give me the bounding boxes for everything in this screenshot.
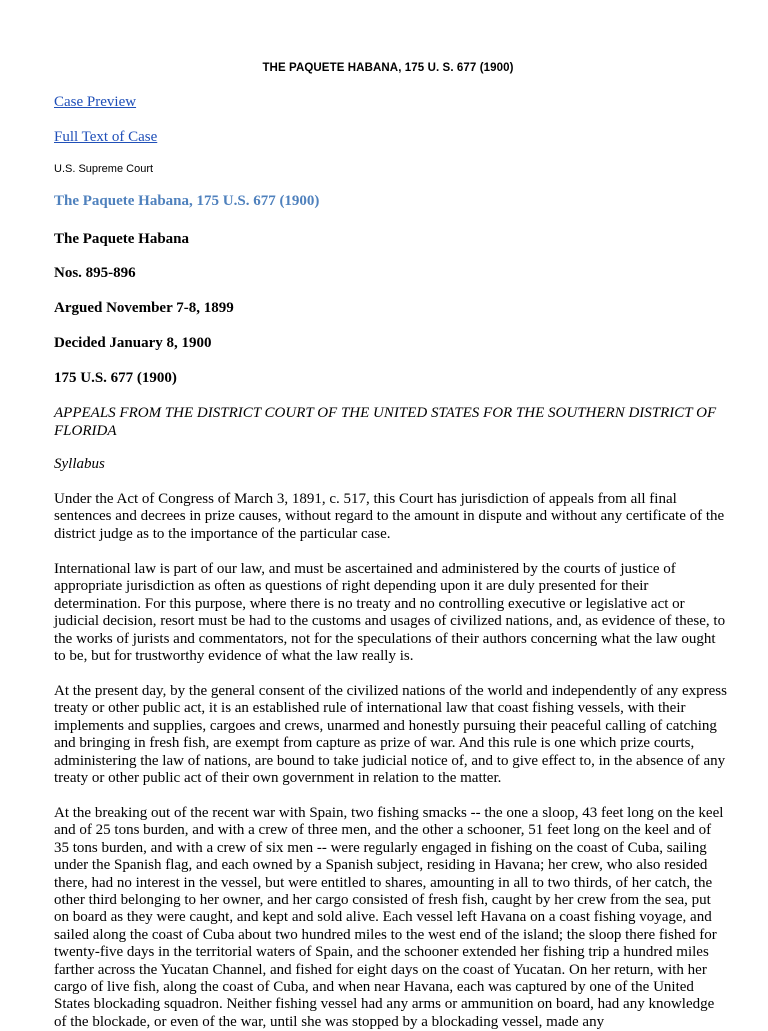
full-text-link[interactable]: Full Text of Case xyxy=(54,129,158,145)
paragraph: Under the Act of Congress of March 3, 1891, c. 517, this Court has jurisdiction of appeals from all final sentences and decrees in prize causes, without regard to the amount in dispute and without any certificate of the district judge as to the importance of the particular case. xyxy=(54,491,725,542)
syllabus-label: Syllabus xyxy=(54,456,105,472)
case-heading: The Paquete Habana, 175 U.S. 677 (1900) xyxy=(54,193,320,209)
court-name: U.S. Supreme Court xyxy=(54,163,154,175)
paragraph: International law is part of our law, and must be ascertained and administered by the courts of justice of appropriate jurisdiction as often as questions of right depending upon it are duly presented for their determination. For this purpose, where there is no treaty and no controlling executive or legislative act or judicial decision, resort must be had to the customs and usages of civilized nations, and, as evidence of these, to the works of jurists and commentators, not for the speculations of their authors concerning what the law ought to be, but for trustworthy evidence of what the law really is. xyxy=(54,561,726,665)
case-name: The Paquete Habana xyxy=(54,231,190,247)
decided-date: Decided January 8, 1900 xyxy=(54,335,212,351)
appeals-caption: APPEALS FROM THE DISTRICT COURT OF THE UNITED STATES FOR THE SOUTHERN DISTRICT OF FLORIDA xyxy=(54,405,717,439)
document-title: THE PAQUETE HABANA, 175 U. S. 677 (1900) xyxy=(262,62,514,74)
citation: 175 U.S. 677 (1900) xyxy=(54,370,177,386)
paragraph: At the present day, by the general consent of the civilized nations of the world and independently of any express treaty or other public act, it is an established rule of international law that coast fishing vessels, with their implements and supplies, cargoes and crews, unarmed and honestly pursuing their peaceful calling of catching and bringing in fresh fish, are exempt from capture as prize of war. And this rule is one which prize courts, administering the law of nations, are bound to take judicial notice of, and to give effect to, in the absence of any treaty or other public act of their own government in relation to the matter. xyxy=(54,683,727,787)
argued-date: Argued November 7-8, 1899 xyxy=(54,300,234,316)
case-preview-link[interactable]: Case Preview xyxy=(54,94,137,110)
paragraph: At the breaking out of the recent war with Spain, two fishing smacks -- the one a sloop, 43 feet long on the keel and of 25 tons burden, and with a crew of three men, and the other a schooner, 51 feet long on the keel and of 35 tons burden, and with a crew of six men -- were regularly engaged in fishing on the coast of Cuba, sailing under the Spanish flag, and each owned by a Spanish subject, residing in Havana; her crew, who also resided there, had no interest in the vessel, but were entitled to shares, amounting in all to two thirds, of her catch, the other third belonging to her owner, and her cargo consisted of fresh fish, caught by her crew from the sea, put on board as they were caught, and kept and sold alive. Each vessel left Havana on a coast fishing voyage, and sailed along the coast of Cuba about two hundred miles to the west end of the island; the sloop there fished for twenty-five days in the territorial waters of Spain, and the schooner extended her fishing trip a hundred miles farther across the Yucatan Channel, and fished for eight days on the coast of Yucatan. On her return, with her cargo of live fish, along the coast of Cuba, and when near Havana, each was captured by one of the United States blockading squadron. Neither fishing vessel had any arms or ammunition on board, had any knowledge of the blockade, or even of the war, until she was stopped by a blockading vessel, made any xyxy=(54,805,724,1030)
docket-numbers: Nos. 895-896 xyxy=(54,265,136,281)
